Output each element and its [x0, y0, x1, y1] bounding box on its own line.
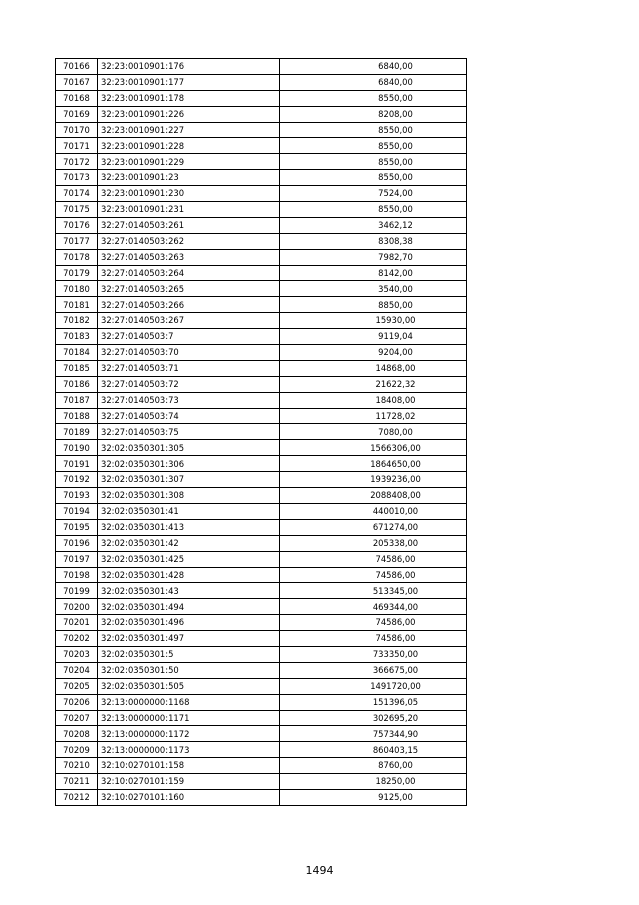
value-cell: 7982,70 — [280, 249, 467, 265]
value-cell: 8850,00 — [280, 297, 467, 313]
table-row — [56, 472, 467, 488]
cadastral-number-cell: 32:27:0140503:71 — [98, 360, 280, 376]
row-number-cell: 70172 — [56, 154, 98, 170]
cadastral-number-cell: 32:27:0140503:74 — [98, 408, 280, 424]
cadastral-value-table — [55, 58, 467, 806]
row-number-cell: 70212 — [56, 789, 98, 805]
row-number-cell: 70209 — [56, 742, 98, 758]
cadastral-number-cell: 32:23:0010901:226 — [98, 106, 280, 122]
cadastral-number-cell: 32:23:0010901:178 — [98, 90, 280, 106]
row-number-cell: 70167 — [56, 74, 98, 90]
table-row — [56, 360, 467, 376]
cadastral-number-cell: 32:13:0000000:1168 — [98, 694, 280, 710]
table-row — [56, 789, 467, 805]
cadastral-number-cell: 32:02:0350301:5 — [98, 646, 280, 662]
cadastral-number-cell: 32:13:0000000:1172 — [98, 726, 280, 742]
value-cell: 9204,00 — [280, 345, 467, 361]
value-cell: 8550,00 — [280, 154, 467, 170]
row-number-cell: 70196 — [56, 535, 98, 551]
table-row — [56, 122, 467, 138]
table-row — [56, 758, 467, 774]
table-row — [56, 154, 467, 170]
value-cell: 21622,32 — [280, 376, 467, 392]
value-cell: 11728,02 — [280, 408, 467, 424]
table-row — [56, 233, 467, 249]
cadastral-number-cell: 32:27:0140503:262 — [98, 233, 280, 249]
cadastral-number-cell: 32:02:0350301:307 — [98, 472, 280, 488]
value-cell: 8550,00 — [280, 138, 467, 154]
table-row — [56, 186, 467, 202]
cadastral-number-cell: 32:02:0350301:306 — [98, 456, 280, 472]
value-cell: 14868,00 — [280, 360, 467, 376]
table-row — [56, 726, 467, 742]
row-number-cell: 70202 — [56, 631, 98, 647]
value-cell: 1864650,00 — [280, 456, 467, 472]
table-row — [56, 440, 467, 456]
table-row — [56, 631, 467, 647]
cadastral-number-cell: 32:27:0140503:266 — [98, 297, 280, 313]
value-cell: 9125,00 — [280, 789, 467, 805]
table-row — [56, 456, 467, 472]
value-cell: 860403,15 — [280, 742, 467, 758]
value-cell: 74586,00 — [280, 615, 467, 631]
value-cell: 8550,00 — [280, 170, 467, 186]
row-number-cell: 70189 — [56, 424, 98, 440]
table-row — [56, 170, 467, 186]
row-number-cell: 70195 — [56, 519, 98, 535]
value-cell: 671274,00 — [280, 519, 467, 535]
value-cell: 440010,00 — [280, 503, 467, 519]
value-cell: 8760,00 — [280, 758, 467, 774]
value-cell: 2088408,00 — [280, 488, 467, 504]
table-row — [56, 567, 467, 583]
cadastral-number-cell: 32:27:0140503:70 — [98, 345, 280, 361]
row-number-cell: 70166 — [56, 59, 98, 75]
table-row — [56, 376, 467, 392]
table-row — [56, 408, 467, 424]
table-row — [56, 424, 467, 440]
cadastral-number-cell: 32:23:0010901:228 — [98, 138, 280, 154]
cadastral-number-cell: 32:23:0010901:231 — [98, 202, 280, 218]
cadastral-number-cell: 32:23:0010901:229 — [98, 154, 280, 170]
row-number-cell: 70201 — [56, 615, 98, 631]
cadastral-number-cell: 32:02:0350301:308 — [98, 488, 280, 504]
table-row — [56, 74, 467, 90]
cadastral-number-cell: 32:02:0350301:41 — [98, 503, 280, 519]
value-cell: 205338,00 — [280, 535, 467, 551]
cadastral-number-cell: 32:13:0000000:1171 — [98, 710, 280, 726]
cadastral-number-cell: 32:23:0010901:230 — [98, 186, 280, 202]
table-row — [56, 503, 467, 519]
table-row — [56, 138, 467, 154]
cadastral-number-cell: 32:23:0010901:177 — [98, 74, 280, 90]
row-number-cell: 70183 — [56, 329, 98, 345]
cadastral-number-cell: 32:10:0270101:160 — [98, 789, 280, 805]
cadastral-number-cell: 32:23:0010901:227 — [98, 122, 280, 138]
table-row — [56, 345, 467, 361]
row-number-cell: 70210 — [56, 758, 98, 774]
row-number-cell: 70178 — [56, 249, 98, 265]
table-row — [56, 217, 467, 233]
value-cell: 6840,00 — [280, 74, 467, 90]
value-cell: 7080,00 — [280, 424, 467, 440]
row-number-cell: 70168 — [56, 90, 98, 106]
row-number-cell: 70179 — [56, 265, 98, 281]
value-cell: 8208,00 — [280, 106, 467, 122]
cadastral-number-cell: 32:27:0140503:264 — [98, 265, 280, 281]
value-cell: 74586,00 — [280, 567, 467, 583]
table-row — [56, 202, 467, 218]
table-row — [56, 535, 467, 551]
value-cell: 1939236,00 — [280, 472, 467, 488]
table-row — [56, 281, 467, 297]
value-cell: 8550,00 — [280, 202, 467, 218]
value-cell: 3540,00 — [280, 281, 467, 297]
table-row — [56, 313, 467, 329]
cadastral-number-cell: 32:02:0350301:497 — [98, 631, 280, 647]
cadastral-number-cell: 32:27:0140503:72 — [98, 376, 280, 392]
row-number-cell: 70185 — [56, 360, 98, 376]
table-row — [56, 742, 467, 758]
value-cell: 8142,00 — [280, 265, 467, 281]
cadastral-number-cell: 32:27:0140503:263 — [98, 249, 280, 265]
row-number-cell: 70188 — [56, 408, 98, 424]
row-number-cell: 70176 — [56, 217, 98, 233]
row-number-cell: 70182 — [56, 313, 98, 329]
cadastral-number-cell: 32:13:0000000:1173 — [98, 742, 280, 758]
table-row — [56, 615, 467, 631]
table-row — [56, 662, 467, 678]
value-cell: 74586,00 — [280, 551, 467, 567]
cadastral-number-cell: 32:27:0140503:261 — [98, 217, 280, 233]
row-number-cell: 70187 — [56, 392, 98, 408]
cadastral-number-cell: 32:27:0140503:267 — [98, 313, 280, 329]
row-number-cell: 70208 — [56, 726, 98, 742]
cadastral-number-cell: 32:02:0350301:43 — [98, 583, 280, 599]
value-cell: 18408,00 — [280, 392, 467, 408]
row-number-cell: 70184 — [56, 345, 98, 361]
cadastral-number-cell: 32:27:0140503:73 — [98, 392, 280, 408]
table-row — [56, 59, 467, 75]
row-number-cell: 70173 — [56, 170, 98, 186]
row-number-cell: 70193 — [56, 488, 98, 504]
cadastral-number-cell: 32:02:0350301:425 — [98, 551, 280, 567]
row-number-cell: 70203 — [56, 646, 98, 662]
cadastral-number-cell: 32:27:0140503:7 — [98, 329, 280, 345]
value-cell: 757344,90 — [280, 726, 467, 742]
table-row — [56, 519, 467, 535]
value-cell: 74586,00 — [280, 631, 467, 647]
value-cell: 366675,00 — [280, 662, 467, 678]
cadastral-number-cell: 32:02:0350301:42 — [98, 535, 280, 551]
value-cell: 733350,00 — [280, 646, 467, 662]
row-number-cell: 70200 — [56, 599, 98, 615]
row-number-cell: 70170 — [56, 122, 98, 138]
cadastral-number-cell: 32:23:0010901:176 — [98, 59, 280, 75]
cadastral-number-cell: 32:27:0140503:265 — [98, 281, 280, 297]
value-cell: 18250,00 — [280, 774, 467, 790]
value-cell: 469344,00 — [280, 599, 467, 615]
table-row — [56, 392, 467, 408]
row-number-cell: 70177 — [56, 233, 98, 249]
row-number-cell: 70198 — [56, 567, 98, 583]
value-cell: 513345,00 — [280, 583, 467, 599]
table-row — [56, 249, 467, 265]
table-row — [56, 774, 467, 790]
table-row — [56, 583, 467, 599]
table-row — [56, 694, 467, 710]
table-row — [56, 678, 467, 694]
row-number-cell: 70207 — [56, 710, 98, 726]
table-row — [56, 710, 467, 726]
table-row — [56, 297, 467, 313]
row-number-cell: 70206 — [56, 694, 98, 710]
table-row — [56, 488, 467, 504]
row-number-cell: 70186 — [56, 376, 98, 392]
cadastral-number-cell: 32:27:0140503:75 — [98, 424, 280, 440]
row-number-cell: 70192 — [56, 472, 98, 488]
value-cell: 15930,00 — [280, 313, 467, 329]
table-row — [56, 646, 467, 662]
row-number-cell: 70174 — [56, 186, 98, 202]
value-cell: 3462,12 — [280, 217, 467, 233]
table-row — [56, 599, 467, 615]
cadastral-number-cell: 32:02:0350301:413 — [98, 519, 280, 535]
row-number-cell: 70191 — [56, 456, 98, 472]
row-number-cell: 70190 — [56, 440, 98, 456]
value-cell: 1491720,00 — [280, 678, 467, 694]
value-cell: 151396,05 — [280, 694, 467, 710]
value-cell: 8308,38 — [280, 233, 467, 249]
row-number-cell: 70169 — [56, 106, 98, 122]
value-cell: 302695,20 — [280, 710, 467, 726]
table-body — [56, 59, 467, 806]
row-number-cell: 70194 — [56, 503, 98, 519]
row-number-cell: 70175 — [56, 202, 98, 218]
cadastral-number-cell: 32:02:0350301:428 — [98, 567, 280, 583]
table-row — [56, 551, 467, 567]
table-row — [56, 106, 467, 122]
cadastral-number-cell: 32:02:0350301:494 — [98, 599, 280, 615]
cadastral-number-cell: 32:02:0350301:496 — [98, 615, 280, 631]
cadastral-number-cell: 32:02:0350301:305 — [98, 440, 280, 456]
value-cell: 1566306,00 — [280, 440, 467, 456]
cadastral-number-cell: 32:10:0270101:159 — [98, 774, 280, 790]
table-row — [56, 90, 467, 106]
row-number-cell: 70171 — [56, 138, 98, 154]
value-cell: 8550,00 — [280, 90, 467, 106]
table-row — [56, 265, 467, 281]
cadastral-number-cell: 32:02:0350301:505 — [98, 678, 280, 694]
value-cell: 8550,00 — [280, 122, 467, 138]
cadastral-number-cell: 32:10:0270101:158 — [98, 758, 280, 774]
table-row — [56, 329, 467, 345]
row-number-cell: 70197 — [56, 551, 98, 567]
row-number-cell: 70180 — [56, 281, 98, 297]
cadastral-number-cell: 32:02:0350301:50 — [98, 662, 280, 678]
row-number-cell: 70181 — [56, 297, 98, 313]
cadastral-number-cell: 32:23:0010901:23 — [98, 170, 280, 186]
value-cell: 7524,00 — [280, 186, 467, 202]
row-number-cell: 70205 — [56, 678, 98, 694]
page-number: 1494 — [305, 864, 334, 877]
value-cell: 9119,04 — [280, 329, 467, 345]
row-number-cell: 70204 — [56, 662, 98, 678]
value-cell: 6840,00 — [280, 59, 467, 75]
row-number-cell: 70211 — [56, 774, 98, 790]
row-number-cell: 70199 — [56, 583, 98, 599]
